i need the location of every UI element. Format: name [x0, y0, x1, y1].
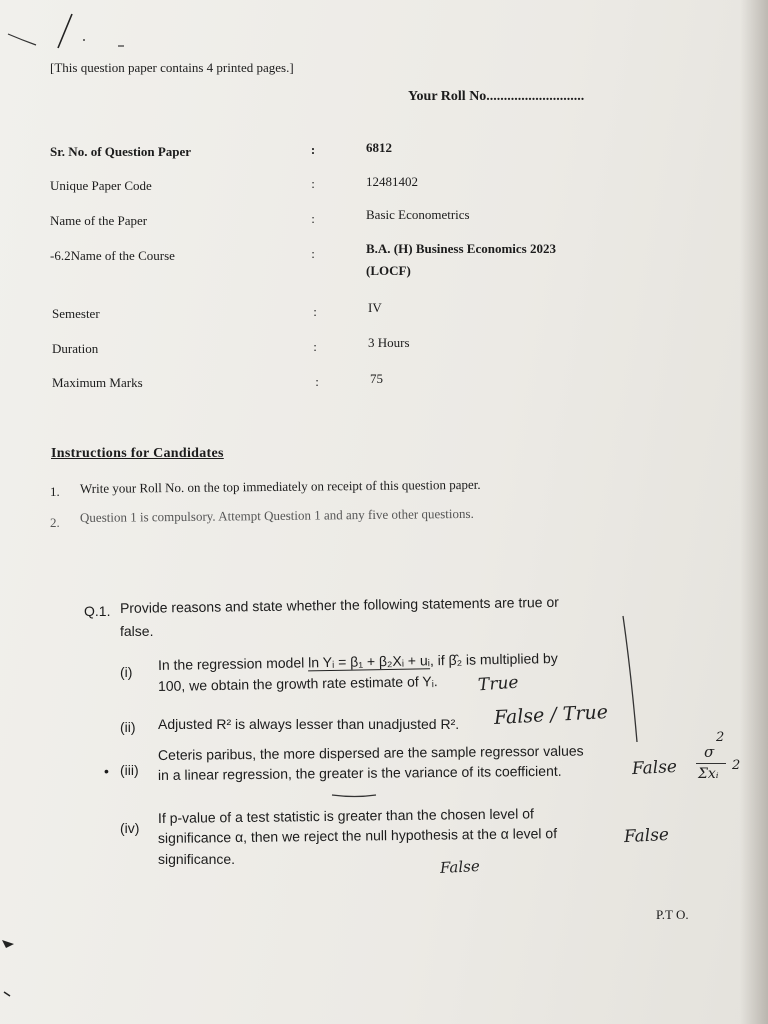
paper-name-label: Name of the Paper [50, 213, 148, 228]
handwritten-formula-den-superscript: 2 [732, 758, 741, 773]
part-ii-line-1: Adjusted R² is always lesser than unadjusted R². [158, 716, 460, 732]
instruction-number: 1. [50, 484, 60, 499]
semester-label: Semester [52, 306, 100, 321]
separator-colon: : [315, 374, 319, 389]
part-iv-line-3: significance. [158, 851, 236, 867]
separator-colon: : [310, 142, 316, 157]
instructions-title: Instructions for Candidates [51, 446, 224, 461]
handwritten-answer-i: True [477, 672, 520, 696]
question-prompt-line-2: false. [120, 623, 154, 639]
duration-value: 3 Hours [368, 335, 410, 350]
max-marks-label: Maximum Marks [52, 375, 143, 390]
handwritten-answer-ii: False / True [493, 701, 609, 729]
sr-no-value: 6812 [366, 140, 392, 155]
semester-value: IV [368, 300, 382, 315]
sr-no-label: Sr. No. of Question Paper [50, 144, 192, 159]
printed-pages-note: [This question paper contains 4 printed pages.] [50, 60, 294, 75]
part-number: (iv) [120, 820, 140, 836]
handwritten-bracket-line [615, 612, 655, 752]
instruction-number: 2. [50, 515, 60, 530]
handwritten-formula-superscript: 2 [716, 730, 725, 745]
course-name-value: B.A. (H) Business Economics 2023 [366, 241, 556, 256]
handwritten-fraction-bar [696, 763, 726, 764]
separator-colon: : [313, 304, 317, 319]
separator-colon: : [311, 176, 315, 191]
page-edge-shadow [740, 0, 768, 1024]
handwritten-underline [330, 790, 380, 800]
paper-code-value: 12481402 [366, 174, 418, 189]
course-name-label: -6.2Name of the Course [50, 248, 175, 263]
part-iv-line-1: If p-value of a test statistic is greater than the chosen level of [157, 805, 534, 826]
separator-colon: : [311, 246, 315, 261]
max-marks-value: 75 [370, 371, 383, 386]
handwritten-formula-numerator: σ [704, 743, 715, 761]
handwritten-answer-iii: False [631, 756, 678, 780]
part-i-text: , if β̂₂ is multiplied by [429, 650, 558, 669]
handwritten-formula-denominator: Σxᵢ [698, 766, 719, 782]
instruction-item-2: Question 1 is compulsory. Attempt Question 1 and any five other questions. [79, 505, 474, 525]
page-turn-note: P.T O. [656, 907, 689, 922]
part-number: (i) [120, 664, 133, 680]
handwritten-answer-iv-below: False [439, 856, 481, 878]
part-number: (ii) [120, 719, 136, 735]
part-i-line-2: 100, we obtain the growth rate estimate of Yᵢ. [157, 673, 438, 694]
separator-colon: : [313, 339, 317, 354]
separator-colon: : [311, 211, 315, 226]
paper-name-value: Basic Econometrics [366, 207, 470, 222]
part-number: (iii) [120, 762, 139, 778]
part-iii-line-2: in a linear regression, the greater is the variance of its coefficient. [157, 762, 562, 783]
regression-formula: ln Yᵢ = β₁ + β₂Xᵢ + uᵢ [308, 652, 431, 671]
part-i-text: In the regression model [157, 654, 309, 673]
part-iii-line-1: Ceteris paribus, the more dispersed are the sample regressor values [157, 742, 584, 763]
paper-code-label: Unique Paper Code [50, 178, 152, 193]
question-number: Q.1. [84, 603, 111, 619]
ink-smudge-mark [0, 930, 24, 1000]
handwritten-answer-iv: False [623, 824, 670, 848]
bullet-mark: • [104, 763, 109, 779]
question-prompt-line-1: Provide reasons and state whether the following statements are true or [119, 593, 559, 616]
instruction-item-1: Write your Roll No. on the top immediately on receipt of this question paper. [79, 476, 481, 496]
course-name-value-line2: (LOCF) [366, 263, 411, 278]
roll-no-label: Your Roll No............................ [408, 89, 585, 104]
part-iv-line-2: significance α, then we reject the null hypothesis at the α level of [157, 825, 558, 846]
duration-label: Duration [52, 341, 99, 356]
